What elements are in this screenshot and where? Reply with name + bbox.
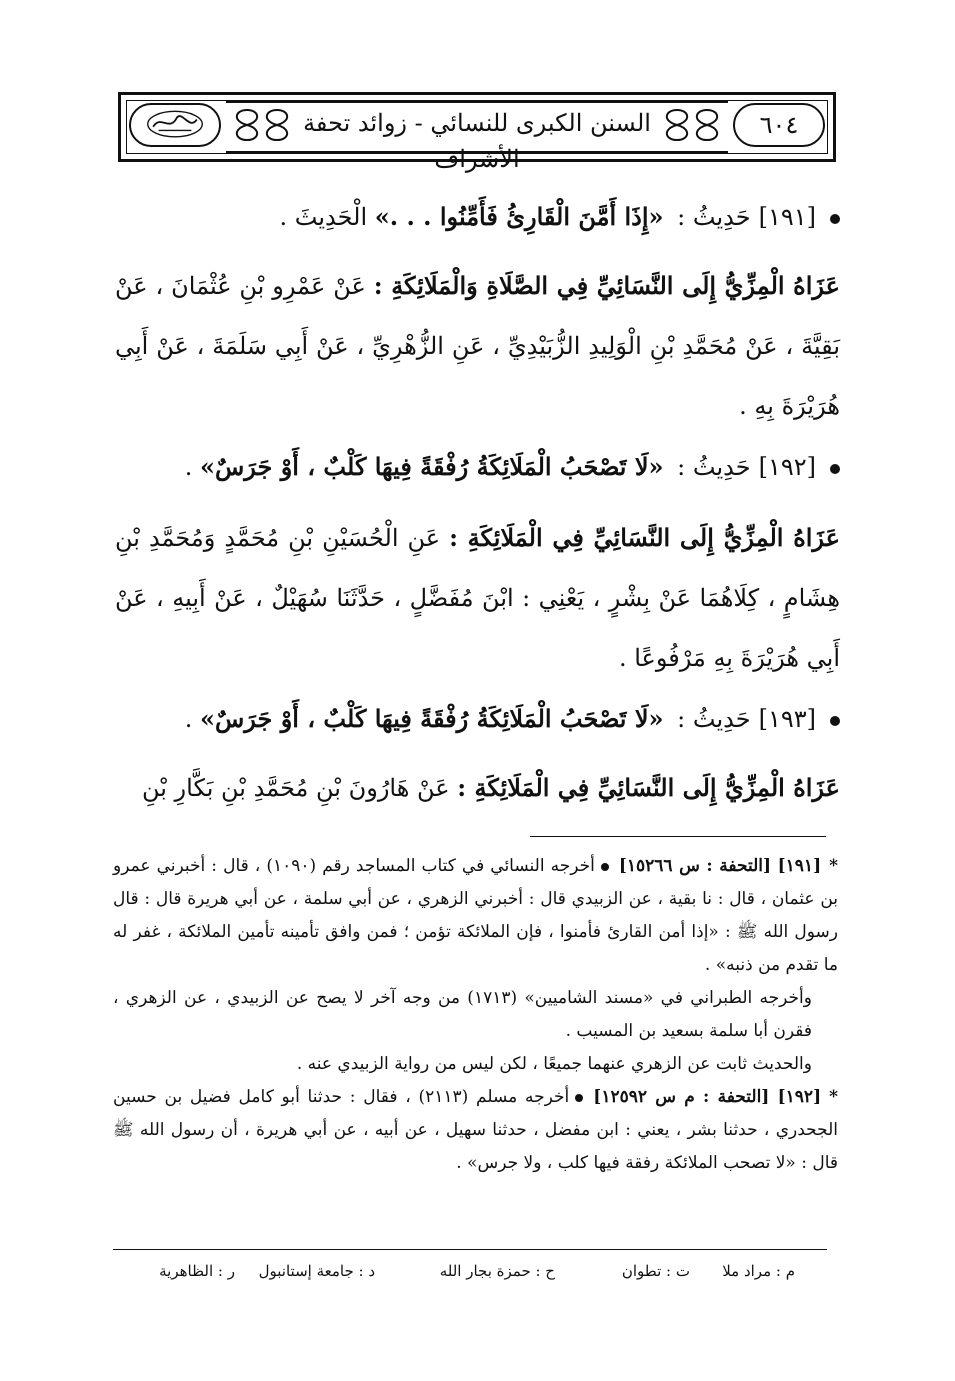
hadith-label: حَدِيثُ :: [677, 705, 751, 733]
bullet-icon: [830, 214, 840, 224]
ornament-knot-icon: [259, 107, 295, 143]
attribution-lead: عَزَاهُ الْمِزِّيُّ إِلَى النَّسَائِيِّ فِي الصَّلَاةِ وَالْمَلَائِكَةِ :: [373, 271, 840, 300]
hadith-193-attribution: [115, 758, 840, 818]
hadith-quote: «لَا تَصْحَبُ الْمَلَائِكَةُ رُفْقَةً فِيهَا كَلْبٌ ، أَوْ جَرَسٌ»: [199, 704, 664, 733]
hadith-quote: «إِذَا أَمَّنَ الْقَارِئُ فَأَمِّنُوا . . .»: [374, 202, 664, 231]
calligraphy-seal-icon: [131, 105, 219, 145]
footnote-bullet-icon: [575, 1094, 583, 1102]
hadith-191-heading: [115, 200, 840, 234]
hadith-label: حَدِيثُ :: [677, 203, 751, 231]
footnote-reference: [١٩١] [التحفة : س ١٥٢٦٦]: [618, 856, 822, 876]
footnote-191-para2: وأخرجه الطبراني في «مسند الشاميين» (١٧١٣) من وجه آخر لا يصح عن الزبيدي ، عن الزهري ، فقرن أبا سلمة بسعيد بن المسيب .: [113, 988, 812, 1041]
footnote-text: أخرجه النسائي في كتاب المساجد رقم (١٠٩٠) ، قال : أخبرني عمرو بن عثمان ، قال : نا بقية ، عن الزبيدي قال : أخبرني الزهري ، عن أبي سلمة ، عن أبي هريرة قال : قال رسول الله ﷺ : «إذا أمن القارئ فأمنوا ، فإن الملائكة تؤمن ؛ فمن وافق تأمينه تأمين الملائكة ، غفر له ما تقدم من ذنبه» .: [113, 856, 838, 975]
footnote-191-para3: والحديث ثابت عن الزهري عنهما جميعًا ، لكن ليس من رواية الزبيدي عنه .: [296, 1054, 812, 1074]
footnote-bullet-icon: [601, 863, 609, 871]
footnote-192: [113, 1081, 838, 1180]
hadith-suffix: .: [184, 453, 193, 481]
hadith-number: [١٩٢]: [758, 453, 816, 481]
footnote-star: *: [829, 856, 838, 876]
hadith-suffix: .: [184, 705, 193, 733]
attribution-text: عَنِ الْحُسَيْنِ بْنِ مُحَمَّدٍ وَمُحَمَّدِ بْنِ هِشَامٍ ، كِلَاهُمَا عَنْ بِشْرٍ ، يَعْنِي : ابْنَ مُفَضَّلٍ ، حَدَّثَنَا سُهَيْلٌ ، عَنْ أَبِيهِ ، عَنْ أَبِي هُرَيْرَةَ بِهِ مَرْفُوعًا .: [115, 524, 840, 672]
siglum-t: ت : تطوان: [621, 1262, 690, 1280]
attribution-lead: عَزَاهُ الْمِزِّيُّ إِلَى النَّسَائِيِّ فِي الْمَلَائِكَةِ :: [449, 523, 840, 552]
bullet-icon: [830, 716, 840, 726]
hadith-191-attribution: [115, 256, 840, 436]
footnote-text: أخرجه مسلم (٢١١٣) ، فقال : حدثنا أبو كامل فضيل بن حسين الجحدري ، حدثنا بشر ، يعني : ابن مفضل ، حدثنا سهيل ، عن أبيه ، عن أبي هريرة ، أن رسول الله ﷺ قال : «لا تصحب الملائكة رفقة فيها كلب ، ولا جرس» .: [113, 1087, 838, 1173]
ornament-knot-icon: [659, 107, 695, 143]
hadith-193-heading: [115, 702, 840, 736]
hadith-label: حَدِيثُ :: [677, 453, 751, 481]
hadith-suffix: الْحَدِيثَ .: [279, 203, 368, 231]
sigla-separator: [113, 1249, 827, 1250]
hadith-192-attribution: [115, 508, 840, 688]
footnote-separator: [530, 836, 826, 837]
footnote-reference: [١٩٢] [التحفة : م س ١٢٥٩٢]: [593, 1087, 822, 1107]
hadith-number: [١٩٣]: [758, 705, 816, 733]
bullet-icon: [830, 464, 840, 474]
hadith-quote: «لَا تَصْحَبُ الْمَلَائِكَةُ رُفْقَةً فِيهَا كَلْبٌ ، أَوْ جَرَسٌ»: [199, 452, 664, 481]
page-number-plaque: [733, 103, 825, 147]
siglum-m: م : مراد ملا: [722, 1262, 795, 1280]
siglum-d: د : جامعة إستانبول: [258, 1262, 375, 1280]
attribution-text: عَنْ هَارُونَ بْنِ مُحَمَّدِ بْنِ بَكَّارِ بْنِ: [141, 774, 450, 802]
page-number: ٦٠٤: [759, 111, 799, 139]
footnote-star: *: [829, 1087, 839, 1107]
hadith-192-heading: [115, 450, 840, 484]
running-title: السنن الكبرى للنسائي - زوائد تحفة الأشراف: [303, 109, 651, 173]
siglum-r: ر : الظاهرية: [159, 1262, 235, 1280]
attribution-lead: عَزَاهُ الْمِزِّيُّ إِلَى النَّسَائِيِّ فِي الْمَلَائِكَةِ :: [457, 773, 840, 802]
footnote-191: [113, 850, 838, 982]
hadith-number: [١٩١]: [758, 203, 816, 231]
footnotes: [113, 850, 838, 1180]
siglum-h: ح : حمزة بجار الله: [439, 1262, 555, 1280]
page-header: [118, 92, 836, 173]
attribution-text: عَنْ عَمْرِو بْنِ عُثْمَانَ ، عَنْ بَقِيَّةَ ، عَنْ مُحَمَّدِ بْنِ الْوَلِيدِ الزُّبَيْدِيِّ ، عَنِ الزُّهْرِيِّ ، عَنْ أَبِي سَلَمَةَ ، عَنْ أَبِي هُرَيْرَةَ بِهِ .: [115, 272, 840, 420]
seal-plaque: [129, 103, 221, 147]
